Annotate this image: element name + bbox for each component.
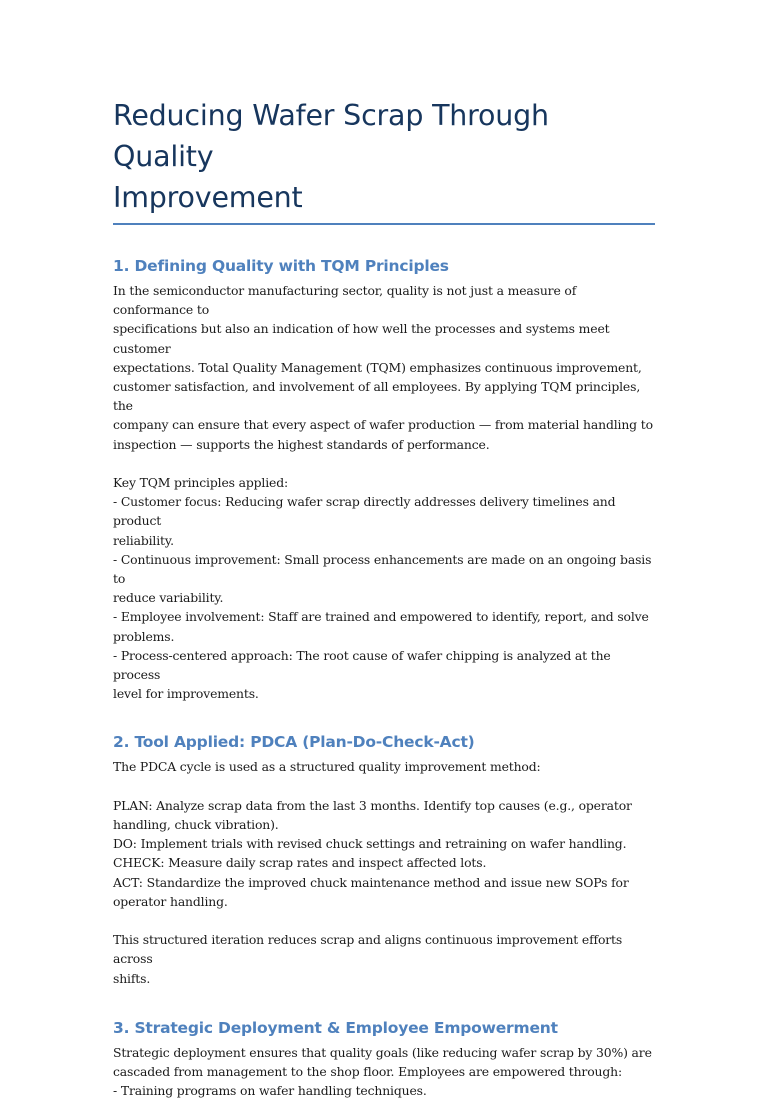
pdca-step-act: ACT: Standardize the improved chuck maintenance method and issue new SOPs for operator handling.: [113, 874, 629, 909]
section-3-body: [113, 1043, 655, 1100]
list-item: - Customer focus: Reducing wafer scrap directly addresses delivery timelines and product reliability.: [113, 494, 616, 548]
section-3-heading: 3. Strategic Deployment & Employee Empowerment: [113, 1018, 558, 1037]
section-2-closing: This structured iteration reduces scrap and aligns continuous improvement efforts across shifts.: [113, 932, 623, 986]
section-2-heading: 2. Tool Applied: PDCA (Plan-Do-Check-Act): [113, 733, 475, 752]
pdca-step-check: CHECK: Measure daily scrap rates and inspect affected lots.: [113, 855, 487, 871]
list-item: - Continuous improvement: Small process enhancements are made on an ongoing basis to reduce variability.: [113, 551, 652, 606]
section-2-body: [113, 757, 655, 987]
pdca-step-do: DO: Implement trials with revised chuck settings and retraining on wafer handling.: [113, 836, 627, 852]
section-2-intro: The PDCA cycle is used as a structured quality improvement method:: [113, 759, 541, 775]
document-page: [113, 0, 655, 1100]
section-3-text: Strategic deployment ensures that quality goals (like reducing wafer scrap by 30%) are cascaded from management to the shop floor. Employees are empowered through: - Training programs on wafer handling techniques.: [113, 1044, 652, 1099]
title-divider: [113, 223, 655, 225]
pdca-step-plan: PLAN: Analyze scrap data from the last 3 months. Identify top causes (e.g., operator handling, chuck vibration).: [113, 797, 632, 833]
section-1-body: [113, 281, 655, 703]
section-1-list-lead: Key TQM principles applied:: [113, 475, 289, 491]
list-item: - Employee involvement: Staff are trained and empowered to identify, report, and solve problems.: [113, 609, 649, 644]
title-line-2: Improvement: [113, 181, 303, 214]
section-1-heading: 1. Defining Quality with TQM Principles: [113, 257, 449, 275]
title-line-1: Reducing Wafer Scrap Through Quality: [113, 99, 549, 173]
document-title: [113, 0, 655, 218]
section-1-intro: In the semiconductor manufacturing sector, quality is not just a measure of conformance to specifications but also an indication of how well the processes and systems meet customer expectations. Total Quality Management (TQM) emphasizes continuous improvement, customer satisfaction, and involvement of all employees. By applying TQM principles, the company can ensure that every aspect of wafer production — from material handling to inspection — supports the highest standards of performance.: [113, 283, 653, 452]
list-item: - Process-centered approach: The root cause of wafer chipping is analyzed at the process level for improvements.: [113, 647, 611, 702]
